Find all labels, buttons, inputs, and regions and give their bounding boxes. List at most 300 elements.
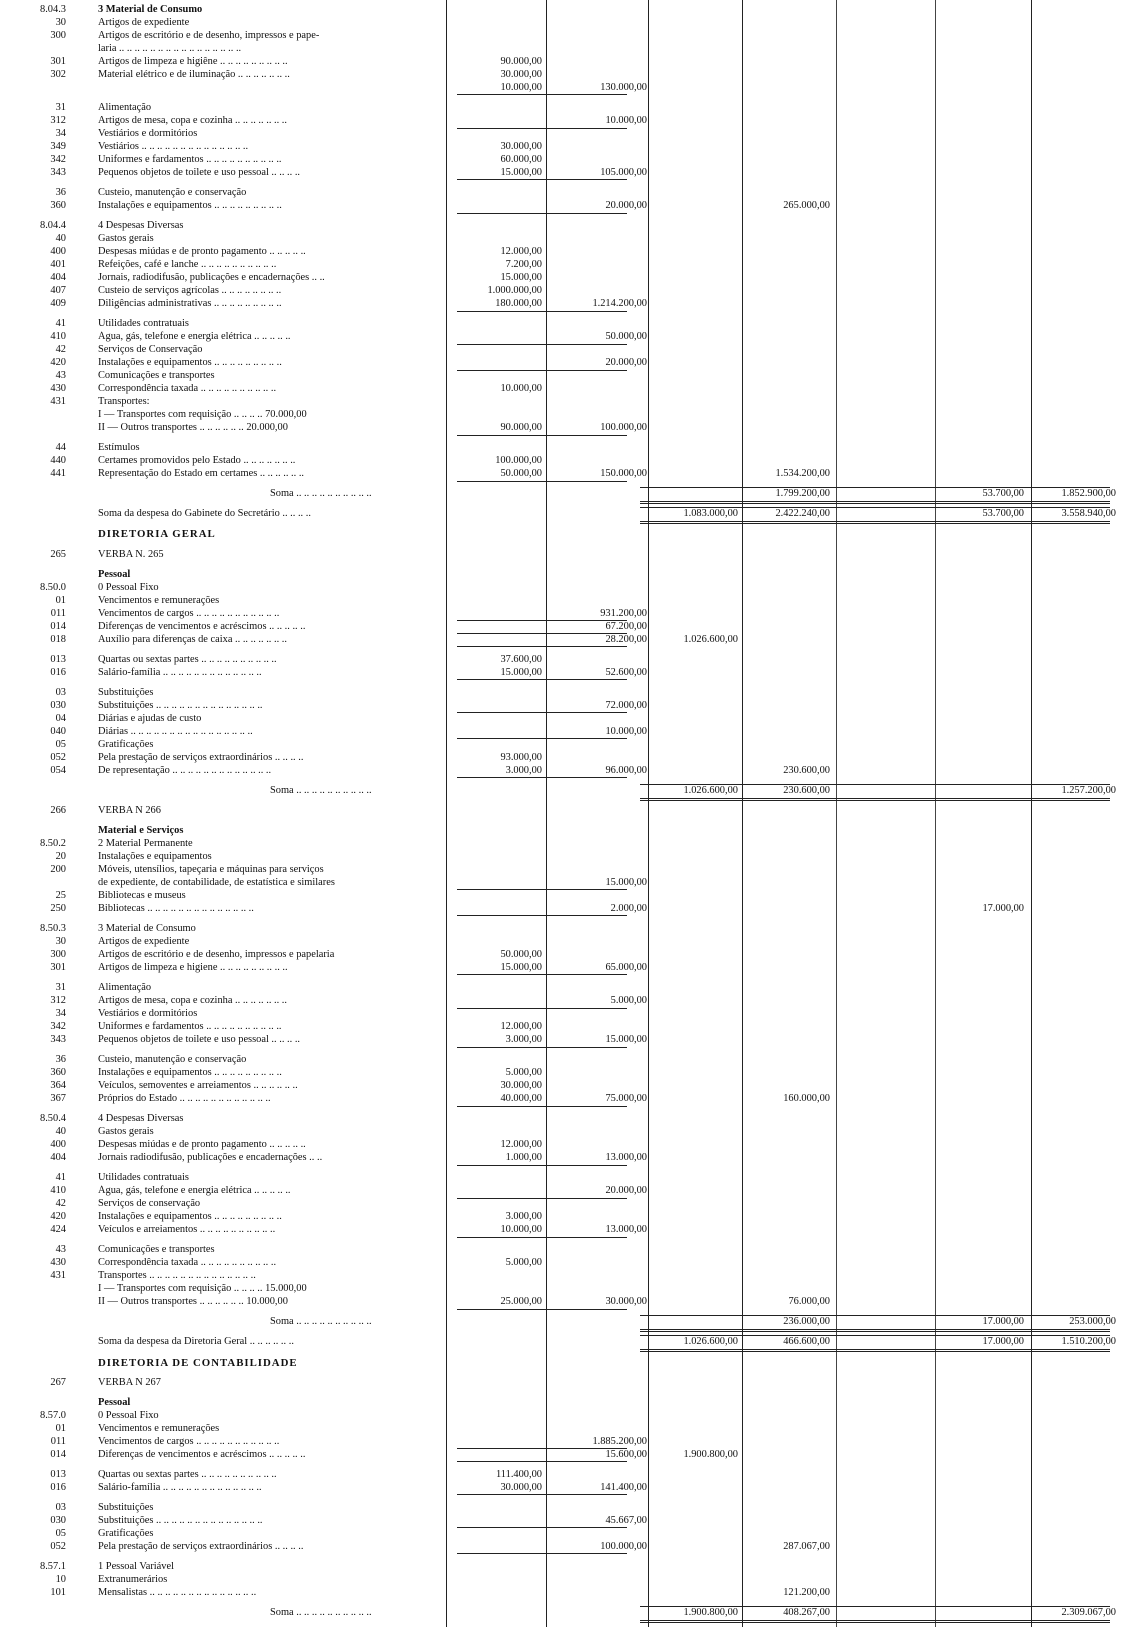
item-amount: 10.000,00 [500, 81, 542, 93]
row-code: 410 [50, 1185, 66, 1197]
ledger-row [0, 1357, 1128, 1369]
row-code: 34 [55, 1008, 66, 1019]
row-code: 8.50.4 [40, 1113, 66, 1125]
row-code: 03 [55, 1501, 66, 1513]
total-rule [457, 1309, 627, 1310]
row-description: Gastos gerais [98, 1126, 154, 1138]
row-code: 8.50.0 [40, 581, 66, 593]
group-subtotal: 20.000,00 [605, 357, 647, 369]
item-amount: 30.000,00 [500, 140, 542, 152]
row-description: Custeio, manutenção e conservação [98, 187, 247, 198]
ledger-row [0, 128, 1128, 140]
total-rule [457, 179, 627, 180]
row-description: Quartas ou sextas partes .. .. .. .. .. .. .. .. .. .. [98, 1468, 277, 1480]
personnel-total: 1.900.800,00 [683, 1607, 738, 1618]
row-description: Correspondência taxada .. .. .. .. .. .. .. .. .. .. [98, 1257, 277, 1269]
group-subtotal: 15.000,00 [605, 1034, 647, 1045]
row-code: 40 [55, 1126, 66, 1138]
services-total: 121.200,00 [783, 1586, 830, 1598]
item-amount: 15.000,00 [500, 272, 542, 283]
ledger-row [0, 318, 1128, 330]
row-description: Gratificações [98, 738, 154, 750]
row-code: 43 [55, 1244, 66, 1256]
row-description: II — Outros transportes .. .. .. .. .. .. 20.000,00 [98, 422, 288, 433]
row-description: 2 Material Permanente [98, 838, 193, 849]
row-code: 04 [55, 712, 66, 724]
row-description: Artigos de escritório e de desenho, impressos e papelaria [98, 948, 335, 960]
item-amount: 30.000,00 [500, 1080, 542, 1091]
services-total: 76.000,00 [788, 1296, 830, 1308]
row-code: 014 [50, 620, 66, 632]
row-code: 41 [55, 1172, 66, 1184]
services-total: 236.000,00 [783, 1316, 830, 1328]
grand-total: 1.852.900,00 [1061, 488, 1116, 500]
ledger-row [0, 1093, 1128, 1105]
row-description: Artigos de limpeza e higiene .. .. .. .. .. .. .. .. .. [98, 961, 288, 973]
ledger-row [0, 890, 1128, 902]
personnel-total: 1.026.600,00 [683, 633, 738, 645]
row-code: 367 [50, 1093, 66, 1104]
row-description: Próprios do Estado .. .. .. .. .. .. .. .. .. .. .. .. [98, 1093, 271, 1104]
row-description: Diárias e ajudas de custo [98, 712, 202, 724]
row-description: Quartas ou sextas partes .. .. .. .. .. .. .. .. .. .. [98, 653, 277, 665]
services-total: 1.534.200,00 [775, 468, 830, 479]
ledger-row [0, 621, 1128, 633]
group-subtotal: 75.000,00 [605, 1093, 647, 1104]
row-description: Soma .. .. .. .. .. .. .. .. .. .. [270, 488, 372, 500]
row-description: Artigos de expediente [98, 17, 190, 28]
ledger-row [0, 1244, 1128, 1256]
grand-total: 2.309.067,00 [1061, 1607, 1116, 1618]
group-subtotal: 100.000,00 [600, 422, 647, 433]
item-amount: 50.000,00 [500, 948, 542, 960]
group-subtotal: 52.600,00 [605, 666, 647, 678]
total-rule [640, 1606, 1110, 1607]
ledger-row [0, 713, 1128, 725]
row-description: 4 Despesas Diversas [98, 1113, 184, 1125]
group-subtotal: 931.200,00 [600, 607, 647, 619]
group-subtotal: 105.000,00 [600, 166, 647, 178]
row-description: Utilidades contratuais [98, 1172, 189, 1184]
row-description: 3 Material de Consumo [98, 923, 196, 934]
total-rule [457, 974, 627, 975]
item-amount: 180.000,00 [495, 298, 542, 309]
total-rule [457, 1047, 627, 1048]
ledger-row [0, 1034, 1128, 1046]
personnel-total: 1.083.000,00 [683, 508, 738, 520]
group-subtotal: 5.000,00 [610, 995, 647, 1006]
row-code: 410 [50, 331, 66, 343]
row-description: Salário-família .. .. .. .. .. .. .. .. .. .. .. .. .. [98, 1481, 262, 1493]
ledger-row [0, 1541, 1128, 1553]
row-description: Pela prestação de serviços extraordinários .. .. .. .. [98, 751, 304, 763]
item-amount: 1.000.000,00 [487, 285, 542, 296]
ledger-row [0, 582, 1128, 594]
personnel-total: 1.026.600,00 [683, 1336, 738, 1348]
grand-total: 253.000,00 [1069, 1316, 1116, 1328]
row-code: 349 [50, 140, 66, 152]
services-total: 230.600,00 [783, 764, 830, 776]
row-description: Jornais, radiodifusão, publicações e encadernações .. .. [98, 272, 325, 283]
row-code: 8.04.3 [40, 4, 66, 15]
row-description: Soma da despesa da Diretoria Geral .. .. .. .. .. .. [98, 1336, 294, 1348]
row-code: 013 [50, 1468, 66, 1480]
row-description: 1 Pessoal Variável [98, 1560, 174, 1572]
ledger-row [0, 1283, 1128, 1295]
total-rule [457, 646, 627, 647]
item-amount: 40.000,00 [500, 1093, 542, 1104]
row-code: 342 [50, 153, 66, 165]
item-amount: 3.000,00 [505, 1034, 542, 1045]
ledger-row [0, 1410, 1128, 1422]
row-code: 400 [50, 246, 66, 258]
row-description: Material e Serviços [98, 825, 184, 836]
ledger-row [0, 995, 1128, 1007]
item-amount: 15.000,00 [500, 666, 542, 678]
group-subtotal: 15.600,00 [605, 1448, 647, 1460]
row-code: 040 [50, 725, 66, 737]
ledger-row [0, 903, 1128, 915]
ledger-row [0, 508, 1128, 520]
ledger-row [0, 344, 1128, 356]
group-subtotal: 50.000,00 [605, 331, 647, 343]
group-subtotal: 10.000,00 [605, 115, 647, 126]
total-rule [457, 915, 627, 916]
item-amount: 37.600,00 [500, 653, 542, 665]
row-description: Vencimentos de cargos .. .. .. .. .. .. .. .. .. .. .. [98, 1435, 280, 1447]
ledger-row [0, 468, 1128, 480]
ledger-row [0, 1172, 1128, 1184]
item-amount: 30.000,00 [500, 68, 542, 80]
ledger-row [0, 383, 1128, 395]
row-description: Móveis, utensílios, tapeçaria e máquinas para serviços [98, 863, 324, 875]
services-total: 466.600,00 [783, 1336, 830, 1348]
row-description: laria .. .. .. .. .. .. .. .. .. .. .. .. .. .. .. .. [98, 42, 242, 54]
total-rule [640, 1329, 1110, 1332]
ledger-row [0, 752, 1128, 764]
group-subtotal: 28.200,00 [605, 633, 647, 645]
row-description: Uniformes e fardamentos .. .. .. .. .. .. .. .. .. .. [98, 1021, 282, 1032]
row-code: 03 [55, 686, 66, 698]
ledger-row [0, 1397, 1128, 1409]
group-subtotal: 1.885.200,00 [592, 1435, 647, 1447]
row-description: Artigos de limpeza e higiêne .. .. .. .. .. .. .. .. .. [98, 55, 288, 67]
row-code: 265 [50, 548, 66, 560]
group-subtotal: 2.000,00 [610, 902, 647, 914]
row-code: 030 [50, 699, 66, 711]
group-subtotal: 130.000,00 [600, 81, 647, 93]
services-total: 408.267,00 [783, 1607, 830, 1618]
item-amount: 5.000,00 [505, 1257, 542, 1269]
row-description: Certames promovidos pelo Estado .. .. .. .. .. .. .. [98, 455, 296, 467]
ledger-row [0, 1126, 1128, 1138]
grand-total: 1.510.200,00 [1061, 1336, 1116, 1348]
row-description: Mensalistas .. .. .. .. .. .. .. .. .. .. .. .. .. .. [98, 1586, 257, 1598]
ledger-row [0, 1067, 1128, 1079]
row-code: 052 [50, 751, 66, 763]
ledger-row [0, 1185, 1128, 1197]
grand-total: 3.558.940,00 [1061, 508, 1116, 520]
ledger-row [0, 654, 1128, 666]
total-rule [457, 1494, 627, 1495]
row-description: Soma .. .. .. .. .. .. .. .. .. .. [270, 1607, 372, 1618]
ledger-row [0, 936, 1128, 948]
row-description: 0 Pessoal Fixo [98, 1409, 159, 1421]
row-code: 40 [55, 233, 66, 245]
group-subtotal: 72.000,00 [605, 699, 647, 711]
row-description: Instalações e equipamentos [98, 850, 212, 862]
row-description: Vencimentos e remunerações [98, 1422, 220, 1434]
ledger-row [0, 1139, 1128, 1151]
row-code: 301 [50, 961, 66, 973]
row-code: 013 [50, 653, 66, 665]
row-code: 401 [50, 259, 66, 271]
ledger-row [0, 272, 1128, 284]
row-description: Custeio de serviços agrícolas .. .. .. .. .. .. .. .. [98, 285, 282, 296]
row-code: 30 [55, 936, 66, 947]
ledger-row [0, 43, 1128, 55]
capital-total: 53.700,00 [982, 508, 1024, 520]
row-description: Pessoal [98, 568, 131, 580]
group-subtotal: 45.667,00 [605, 1514, 647, 1526]
row-code: 360 [50, 1067, 66, 1079]
ledger-row [0, 167, 1128, 179]
ledger-row [0, 1152, 1128, 1164]
total-rule [640, 507, 1110, 508]
ledger-row [0, 200, 1128, 212]
services-total: 2.422.240,00 [775, 508, 830, 520]
total-rule [640, 487, 1110, 488]
ledger-row [0, 488, 1128, 500]
ledger-row [0, 56, 1128, 68]
row-code: 25 [55, 889, 66, 901]
row-code: 8.04.4 [40, 220, 66, 232]
row-code: 407 [50, 285, 66, 296]
total-rule [640, 1620, 1110, 1623]
capital-total: 53.700,00 [982, 488, 1024, 500]
ledger-row [0, 726, 1128, 738]
row-description: II — Outros transportes .. .. .. .. .. .. 10.000,00 [98, 1296, 288, 1308]
row-description: I — Transportes com requisição .. .. .. .. 15.000,00 [98, 1283, 307, 1295]
row-description: 3 Material de Consumo [98, 4, 203, 15]
ledger-row [0, 877, 1128, 889]
row-description: Auxílio para diferenças de caixa .. .. .. .. .. .. .. [98, 633, 287, 645]
row-code: 10 [55, 1573, 66, 1585]
item-amount: 15.000,00 [500, 961, 542, 973]
ledger-row [0, 982, 1128, 994]
row-code: 342 [50, 1021, 66, 1032]
item-amount: 30.000,00 [500, 1481, 542, 1493]
row-description: Transportes: [98, 396, 150, 407]
row-description: Vestiários .. .. .. .. .. .. .. .. .. .. .. .. .. .. [98, 140, 249, 152]
row-code: 420 [50, 1211, 66, 1223]
row-description: De representação .. .. .. .. .. .. .. .. .. .. .. .. .. [98, 764, 272, 776]
row-description: Instalações e equipamentos .. .. .. .. .. .. .. .. .. [98, 357, 282, 369]
ledger-row [0, 739, 1128, 751]
item-amount: 10.000,00 [500, 1224, 542, 1236]
ledger-row [0, 528, 1128, 540]
group-subtotal: 13.000,00 [605, 1152, 647, 1164]
total-rule [457, 481, 627, 482]
row-description: Diligências administrativas .. .. .. .. .. .. .. .. .. [98, 298, 282, 309]
total-rule [457, 1106, 627, 1107]
group-subtotal: 20.000,00 [605, 200, 647, 211]
row-code: 420 [50, 357, 66, 369]
row-code: 404 [50, 1152, 66, 1164]
group-subtotal: 1.214.200,00 [592, 298, 647, 309]
ledger-row [0, 1316, 1128, 1328]
row-code: 441 [50, 468, 66, 479]
item-amount: 5.000,00 [505, 1067, 542, 1079]
row-code: 36 [55, 1054, 66, 1066]
group-subtotal: 20.000,00 [605, 1185, 647, 1197]
ledger-row [0, 608, 1128, 620]
row-code: 400 [50, 1139, 66, 1151]
row-description: Pequenos objetos de toilete e uso pessoal .. .. .. .. [98, 166, 301, 178]
ledger-row [0, 634, 1128, 646]
ledger-row [0, 115, 1128, 127]
ledger-row [0, 331, 1128, 343]
row-code: 8.57.0 [40, 1409, 66, 1421]
ledger-row [0, 30, 1128, 42]
ledger-row [0, 4, 1128, 16]
group-subtotal: 150.000,00 [600, 468, 647, 479]
total-rule [457, 213, 627, 214]
capital-total: 17.000,00 [982, 1316, 1024, 1328]
ledger-row [0, 1336, 1128, 1348]
ledger-row [0, 1270, 1128, 1282]
row-code: 430 [50, 383, 66, 394]
row-description: Custeio, manutenção e conservação [98, 1054, 247, 1066]
ledger-row [0, 825, 1128, 837]
row-description: Diferenças de vencimentos e acréscimos .. .. .. .. .. [98, 620, 306, 632]
row-description: Bibliotecas e museus [98, 889, 186, 901]
group-subtotal: 67.200,00 [605, 620, 647, 632]
item-amount: 50.000,00 [500, 468, 542, 479]
row-description: Artigos de escritório e de desenho, impressos e pape- [98, 30, 320, 41]
row-code: 409 [50, 298, 66, 309]
row-code: 440 [50, 455, 66, 467]
item-amount: 25.000,00 [500, 1296, 542, 1308]
ledger-row [0, 1502, 1128, 1514]
row-description: I — Transportes com requisição .. .. .. .. 70.000,00 [98, 409, 307, 420]
group-subtotal: 65.000,00 [605, 961, 647, 973]
total-rule [457, 94, 627, 95]
row-code: 430 [50, 1257, 66, 1269]
personnel-total: 1.900.800,00 [683, 1448, 738, 1460]
total-rule [640, 798, 1110, 801]
row-code: 36 [55, 187, 66, 198]
row-description: Comunicações e transportes [98, 1244, 215, 1256]
ledger-row [0, 1423, 1128, 1435]
ledger-row [0, 17, 1128, 29]
row-description: DIRETORIA DE CONTABILIDADE [98, 1356, 298, 1369]
services-total: 1.799.200,00 [775, 488, 830, 500]
row-description: Serviços de Conservação [98, 344, 203, 356]
row-description: Substituições .. .. .. .. .. .. .. .. .. .. .. .. .. .. [98, 1514, 263, 1526]
ledger-row [0, 549, 1128, 561]
ledger-row [0, 220, 1128, 232]
ledger-row [0, 442, 1128, 454]
row-code: 014 [50, 1448, 66, 1460]
total-rule [457, 1237, 627, 1238]
row-description: Pela prestação de serviços extraordinários .. .. .. .. [98, 1540, 304, 1552]
ledger-row [0, 1561, 1128, 1573]
total-rule [640, 1349, 1110, 1352]
row-code: 054 [50, 764, 66, 776]
ledger-row [0, 1469, 1128, 1481]
services-total: 287.067,00 [783, 1540, 830, 1552]
row-description: Soma da despesa do Gabinete do Secretário .. .. .. .. [98, 508, 311, 520]
row-code: 42 [55, 344, 66, 356]
row-code: 101 [50, 1586, 66, 1598]
row-description: Veículos, semoventes e arreiamentos .. .. .. .. .. .. [98, 1080, 298, 1091]
row-code: 011 [50, 1435, 66, 1447]
row-description: Jornais radiodifusão, publicações e encadernações .. .. [98, 1152, 323, 1164]
grand-total: 1.257.200,00 [1061, 784, 1116, 796]
row-description: Artigos de mesa, copa e cozinha .. .. .. .. .. .. .. [98, 115, 287, 126]
total-rule [457, 1165, 627, 1166]
row-description: Estímulos [98, 442, 140, 454]
row-code: 016 [50, 666, 66, 678]
services-total: 265.000,00 [783, 200, 830, 211]
ledger-row [0, 1054, 1128, 1066]
row-description: Vestiários e dormitórios [98, 128, 198, 139]
row-description: Diárias .. .. .. .. .. .. .. .. .. .. .. .. .. .. .. .. [98, 725, 253, 737]
item-amount: 7.200,00 [505, 259, 542, 271]
row-description: Correspondência taxada .. .. .. .. .. .. .. .. .. .. [98, 383, 277, 394]
ledger-row [0, 1224, 1128, 1236]
row-description: Salário-família .. .. .. .. .. .. .. .. .. .. .. .. .. [98, 666, 262, 678]
total-rule [640, 784, 1110, 785]
ledger-row [0, 455, 1128, 467]
row-code: 018 [50, 633, 66, 645]
total-rule [457, 1461, 627, 1462]
item-amount: 90.000,00 [500, 55, 542, 67]
ledger-row [0, 785, 1128, 797]
ledger-row [0, 246, 1128, 258]
ledger-row [0, 1482, 1128, 1494]
item-amount: 60.000,00 [500, 153, 542, 165]
ledger-row [0, 82, 1128, 94]
ledger-row [0, 233, 1128, 245]
row-description: Bibliotecas .. .. .. .. .. .. .. .. .. .. .. .. .. .. [98, 902, 254, 914]
total-rule [640, 1315, 1110, 1316]
total-rule [457, 435, 627, 436]
ledger-row [0, 1211, 1128, 1223]
total-rule [457, 777, 627, 778]
ledger-row [0, 298, 1128, 310]
ledger-row [0, 422, 1128, 434]
ledger-row [0, 1080, 1128, 1092]
row-code: 404 [50, 272, 66, 283]
total-rule [640, 501, 1110, 504]
item-amount: 111.400,00 [496, 1468, 542, 1480]
item-amount: 100.000,00 [495, 455, 542, 467]
item-amount: 3.000,00 [505, 764, 542, 776]
row-description: de expediente, de contabilidade, de estatística e similares [98, 876, 335, 888]
row-description: Comunicações e transportes [98, 370, 215, 381]
row-code: 016 [50, 1481, 66, 1493]
total-rule [640, 521, 1110, 524]
total-rule [457, 1553, 627, 1554]
ledger-row [0, 409, 1128, 421]
item-amount: 3.000,00 [505, 1211, 542, 1223]
row-description: Transportes .. .. .. .. .. .. .. .. .. .. .. .. .. .. [98, 1270, 256, 1282]
item-amount: 10.000,00 [500, 383, 542, 394]
row-code: 052 [50, 1540, 66, 1552]
ledger-row [0, 357, 1128, 369]
